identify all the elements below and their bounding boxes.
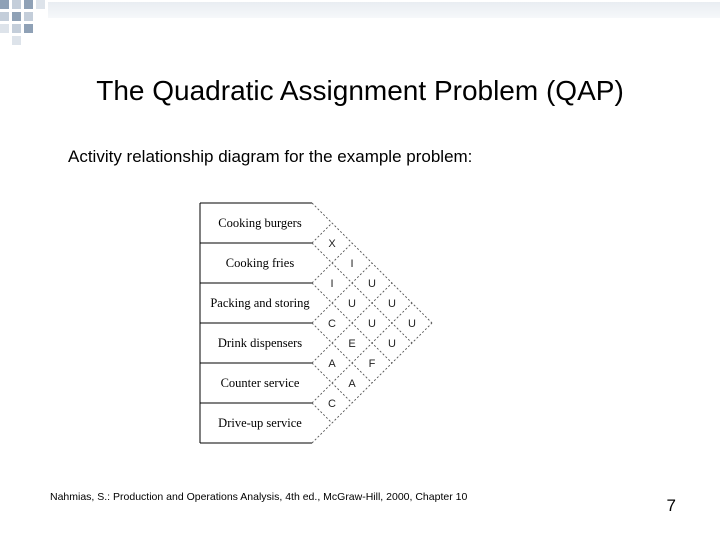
relationship-code: C [328,318,336,330]
relationship-code: E [348,338,356,350]
deco-square [24,24,33,33]
deco-square [12,36,21,45]
grid-diagonal-up [312,263,372,323]
relationship-code: U [388,338,396,350]
grid-diagonal-down [312,243,412,343]
grid-diagonal-up [312,303,412,403]
relationship-code: U [388,298,396,310]
deco-square [0,12,9,21]
deco-square [12,24,21,33]
grid-diagonal-down [312,323,372,383]
activity-label: Counter service [220,376,300,390]
deco-square [0,24,9,33]
activity-label: Cooking fries [225,256,295,270]
slide-title: The Quadratic Assignment Problem (QAP) [96,75,624,106]
relationship-code: F [368,358,376,370]
deco-square [24,0,33,9]
activity-label: Drink dispensers [217,336,303,350]
deco-square [12,0,21,9]
activity-label: Drive-up service [218,416,302,430]
deco-square [0,0,9,9]
relationship-code: A [348,378,356,390]
deco-square [36,0,45,9]
relationship-code: U [368,278,376,290]
slide-subtitle: Activity relationship diagram for the example problem: [68,147,473,166]
header-band [48,2,720,18]
relationship-code: A [328,358,336,370]
relationship-code: U [348,298,356,310]
page-number: 7 [666,496,676,515]
activity-relationship-diagram [190,195,530,445]
relationship-code: X [328,238,336,250]
relationship-code: U [368,318,376,330]
activity-label: Cooking burgers [218,216,302,230]
activity-label: Packing and storing [210,296,310,310]
citation: Nahmias, S.: Production and Operations Analysis, 4th ed., McGraw-Hill, 2000, Chapter 10 [50,491,468,503]
relationship-code: I [330,278,334,290]
relationship-code: C [328,398,336,410]
deco-square [12,12,21,21]
relationship-code: U [408,318,416,330]
deco-square [24,12,33,21]
relationship-code: I [350,258,354,270]
